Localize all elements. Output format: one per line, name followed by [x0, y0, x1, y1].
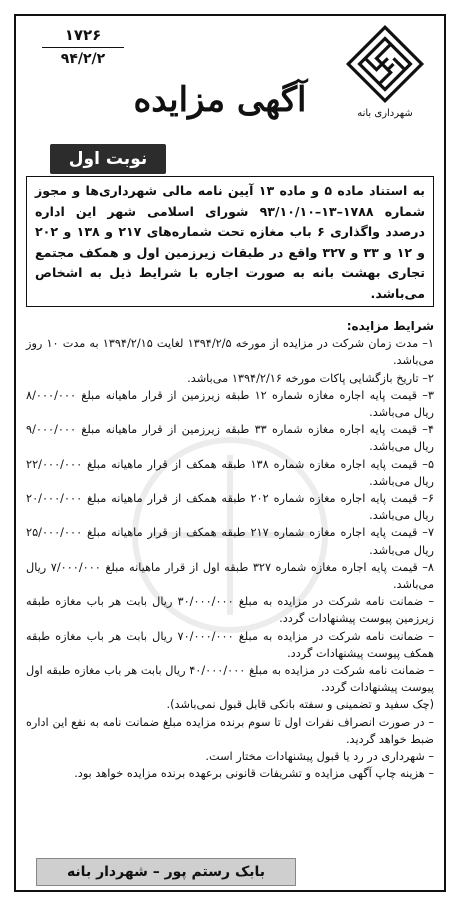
condition-item: ۵– قیمت پایه اجاره مغازه شماره ۱۳۸ طبقه همکف از قرار ماهیانه مبلغ ۲۲/۰۰۰/۰۰۰ ریال می‌باشد.	[26, 457, 435, 488]
condition-item: – هزینه چاپ آگهی مزایده و تشریفات قانونی برعهده برنده مزایده خواهد بود.	[74, 767, 434, 781]
reference-number: ۱۷۲۶	[64, 26, 102, 44]
condition-item: ۳– قیمت پایه اجاره مغازه شماره ۱۲ طبقه زیرزمین از قرار ماهیانه مبلغ ۸/۰۰۰/۰۰۰ ریال می‌باشد.	[26, 388, 434, 420]
conditions-heading: شرایط مزایده:	[346, 319, 434, 333]
advert-title: آگهی مزایده	[133, 80, 307, 120]
signature-bar: بابک رستم پور – شهردار بانه	[36, 858, 296, 886]
condition-item: – در صورت انصراف نفرات اول تا سوم برنده مزایده مبلغ ضمانت نامه به نفع این اداره ضبط خواهد گردید.	[26, 715, 434, 746]
intro-paragraph: به استناد ماده ۵ و ماده ۱۳ آیین نامه مالی شهرداری‌ها و مجوز شماره ۱۷۸۸–۱۳–۹۳/۱۰/۱۰ شورای اسلامی شهر این اداره درصدد واگذاری ۶ باب مغازه تحت شماره‌های ۲۱۷ و ۱۳۸ و ۲۰۲ و ۱۲ و ۳۳ و ۳۲۷ واقع در طبقات زیرزمین اول و همکف مجتمع تجاری بهشت بانه به صورت اجاره با شرایط ذیل به اشخاص می‌باشد.	[26, 176, 434, 307]
municipality-logo	[339, 22, 431, 132]
condition-item: ۸– قیمت پایه اجاره مغازه شماره ۳۲۷ طبقه اول از قرار ماهیانه مبلغ ۷/۰۰۰/۰۰۰ ریال می‌باشد.	[26, 560, 434, 592]
condition-item: (چک سفید و تضمینی و سفته بانکی قابل قبول نمی‌باشد).	[166, 698, 434, 712]
condition-item: ۴– قیمت پایه اجاره مغازه شماره ۳۳ طبقه زیرزمین از قرار ماهیانه مبلغ ۹/۰۰۰/۰۰۰ ریال می‌باشد.	[26, 423, 434, 454]
municipality-emblem-icon	[343, 22, 427, 106]
condition-item: – شهرداری در رد یا قبول پیشنهادات مختار است.	[205, 750, 434, 764]
reference-block	[38, 26, 128, 67]
condition-item: – ضمانت نامه شرکت در مزایده به مبلغ ۴۰/۰۰۰/۰۰۰ ریال بابت هر باب مغازه طبقه اول پیوست پیشنهادات گردد.	[26, 664, 435, 695]
condition-item: – ضمانت نامه شرکت در مزایده به مبلغ ۳۰/۰۰۰/۰۰۰ ریال بابت هر باب مغازه طبقه زیرزمین پیوست پیشنهادات گردد.	[26, 595, 434, 626]
condition-item: ۱– مدت زمان شرکت در مزایده از مورخه ۱۳۹۴/۲/۵ لغایت ۱۳۹۴/۲/۱۵ به مدت ۱۰ روز می‌باشد.	[26, 337, 434, 368]
condition-item: ۲– تاریخ بازگشایی پاکات مورخه ۱۳۹۴/۲/۱۶ می‌باشد.	[187, 371, 434, 385]
reference-date: ۹۴/۲/۲	[60, 51, 106, 67]
condition-item: ۶– قیمت پایه اجاره مغازه شماره ۲۰۲ طبقه همکف از قرار ماهیانه مبلغ ۲۰/۰۰۰/۰۰۰ ریال می‌باشد.	[26, 492, 435, 523]
conditions-section	[26, 318, 434, 782]
logo-caption: شهرداری بانه	[357, 108, 413, 119]
condition-item: ۷– قیمت پایه اجاره مغازه شماره ۲۱۷ طبقه همکف از قرار ماهیانه مبلغ ۲۵/۰۰۰/۰۰۰ ریال می‌باشد.	[26, 526, 435, 557]
reference-divider	[42, 47, 124, 48]
round-badge: نوبت اول	[50, 144, 166, 174]
condition-item: – ضمانت نامه شرکت در مزایده به مبلغ ۷۰/۰۰۰/۰۰۰ ریال بابت هر باب مغازه طبقه همکف پیوست پیشنهادات گردد.	[26, 629, 434, 660]
